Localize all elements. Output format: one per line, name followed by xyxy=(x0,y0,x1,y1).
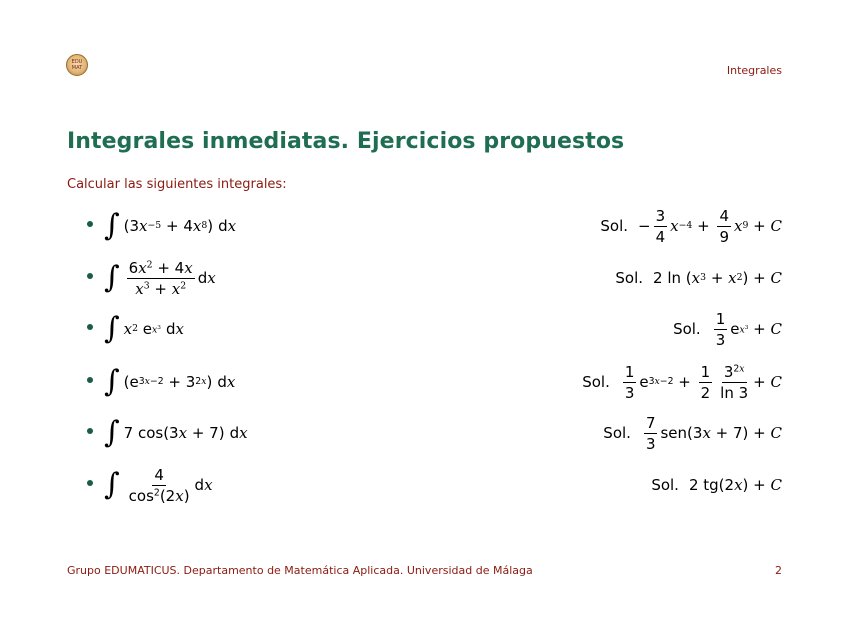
university-logo xyxy=(66,54,88,76)
exercise-row-5 xyxy=(0,410,848,456)
bullet-icon xyxy=(87,324,93,330)
logo-text-bottom: MAT xyxy=(71,65,83,71)
solution-1: Sol. − $\frac{3}{4}$ x −4 + $\frac{4}{9}$ x 9 + C xyxy=(600,206,782,246)
exercise-row-1 xyxy=(0,203,848,249)
section-label[interactable]: Integrales xyxy=(726,64,782,77)
bullet-icon xyxy=(87,221,93,227)
page-number: 2 xyxy=(775,564,782,577)
slide-title: Integrales inmediatas. Ejercicios propuestos xyxy=(67,129,625,154)
solution-6: Sol. 2 tg(2 x ) + C xyxy=(651,476,782,494)
integral-4: ∫ (e 3x−2 + 3 2x ) d x xyxy=(104,364,236,399)
integral-3: ∫ x 2 e $x^3$ d x xyxy=(104,311,184,346)
solution-4: Sol. $\frac{1}{3}$ e 3x−2 + $\frac{1}{2}$ $\frac{3^{2x}}{\ln 3}$ + C xyxy=(582,362,782,402)
bullet-icon xyxy=(87,480,93,486)
intro-text: Calcular las siguientes integrales: xyxy=(67,177,287,192)
solution-3: Sol. $\frac{1}{3}$ e $x^3$ + C xyxy=(673,309,782,349)
integral-5: ∫ 7 cos(3 x + 7) d x xyxy=(104,415,248,450)
solution-5: Sol. $\frac{7}{3}$ sen(3 x + 7) + C xyxy=(603,413,782,453)
integral-2: ∫ $\frac{6x^2 + 4x}{x^3 + x^2}$ d x xyxy=(104,258,216,298)
bullet-icon xyxy=(87,377,93,383)
exercise-row-6 xyxy=(0,462,848,508)
exercise-row-3 xyxy=(0,306,848,352)
exercise-row-4 xyxy=(0,359,848,405)
integral-6: ∫ $\frac{4}{\cos^2(2x)}$ d x xyxy=(104,465,213,505)
integral-1: ∫ (3 x −5 + 4 x 8 ) d x xyxy=(104,208,237,243)
exercise-row-2 xyxy=(0,255,848,301)
solution-2: Sol. 2 ln ( x 3 + x 2 ) + C xyxy=(615,269,782,287)
logo-text-top: EDU xyxy=(71,59,83,65)
bullet-icon xyxy=(87,428,93,434)
footer-credits: Grupo EDUMATICUS. Departamento de Matemática Aplicada. Universidad de Málaga xyxy=(67,564,533,577)
bullet-icon xyxy=(87,273,93,279)
